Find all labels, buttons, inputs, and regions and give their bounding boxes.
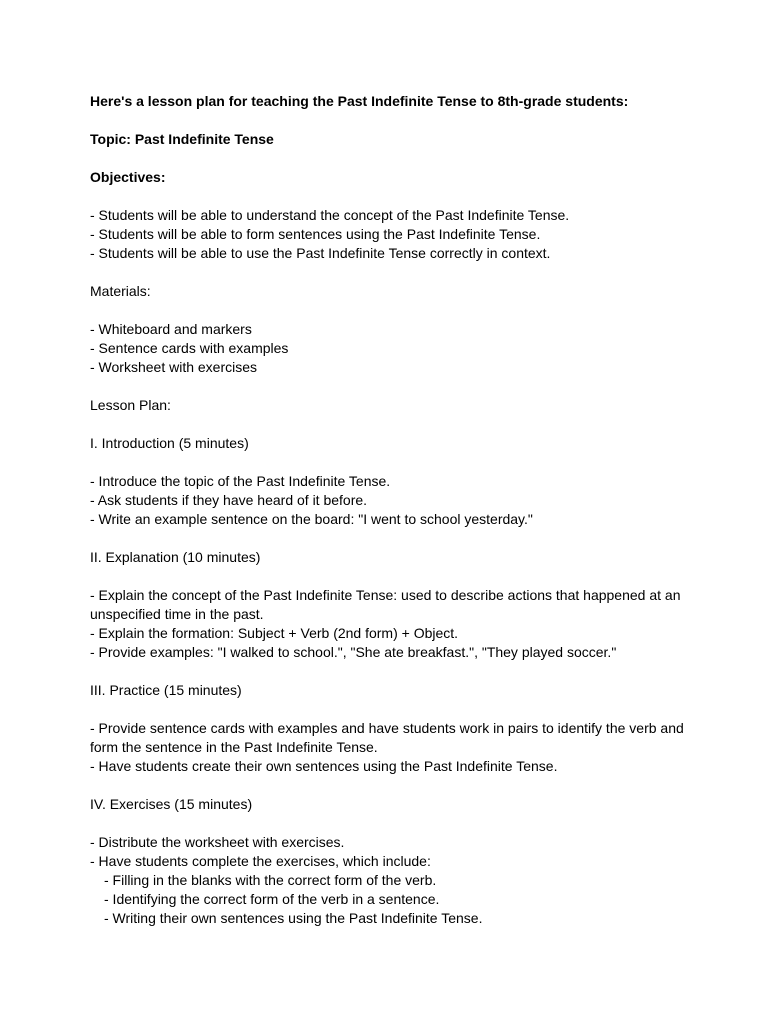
- section-item: - Introduce the topic of the Past Indefinite Tense.: [90, 473, 391, 489]
- objectives-heading: Objectives:: [90, 169, 166, 185]
- section-subitem: - Identifying the correct form of the verb in a sentence.: [104, 891, 440, 907]
- spacer: [90, 149, 690, 168]
- section-subitem: - Writing their own sentences using the Past Indefinite Tense.: [104, 910, 483, 926]
- section-heading-exercises: IV. Exercises (15 minutes): [90, 796, 253, 812]
- document-page: [90, 92, 690, 928]
- section-item: - Ask students if they have heard of it before.: [90, 492, 368, 508]
- lesson-plan-heading: Lesson Plan:: [90, 397, 171, 413]
- spacer: [90, 415, 690, 434]
- spacer: [90, 263, 690, 282]
- objective-item: - Students will be able to use the Past Indefinite Tense correctly in context.: [90, 245, 551, 261]
- spacer: [90, 377, 690, 396]
- section-item: - Have students create their own sentences using the Past Indefinite Tense.: [90, 758, 558, 774]
- section-heading-introduction: I. Introduction (5 minutes): [90, 435, 249, 451]
- section-item: - Have students complete the exercises, which include:: [90, 853, 431, 869]
- material-item: - Whiteboard and markers: [90, 321, 252, 337]
- section-item: - Distribute the worksheet with exercises.: [90, 834, 345, 850]
- section-item: - Explain the formation: Subject + Verb (2nd form) + Object.: [90, 625, 459, 641]
- material-item: - Worksheet with exercises: [90, 359, 258, 375]
- spacer: [90, 453, 690, 472]
- section-heading-explanation: II. Explanation (10 minutes): [90, 549, 261, 565]
- section-item: - Explain the concept of the Past Indefinite Tense: used to describe actions that happened at an unspecified time in the past.: [90, 587, 681, 622]
- spacer: [90, 700, 690, 719]
- objective-item: - Students will be able to form sentences using the Past Indefinite Tense.: [90, 226, 541, 242]
- objective-item: - Students will be able to understand the concept of the Past Indefinite Tense.: [90, 207, 570, 223]
- materials-heading: Materials:: [90, 283, 151, 299]
- section-item: - Write an example sentence on the board: "I went to school yesterday.": [90, 511, 533, 527]
- spacer: [90, 567, 690, 586]
- spacer: [90, 776, 690, 795]
- section-subitem: - Filling in the blanks with the correct form of the verb.: [104, 872, 437, 888]
- spacer: [90, 111, 690, 130]
- section-item: - Provide sentence cards with examples and have students work in pairs to identify the verb and form the sentence in the Past Indefinite Tense.: [90, 720, 684, 755]
- spacer: [90, 301, 690, 320]
- spacer: [90, 814, 690, 833]
- spacer: [90, 187, 690, 206]
- spacer: [90, 529, 690, 548]
- intro-line: Here's a lesson plan for teaching the Past Indefinite Tense to 8th-grade students:: [90, 93, 629, 109]
- topic-line: Topic: Past Indefinite Tense: [90, 131, 274, 147]
- section-item: - Provide examples: "I walked to school.", "She ate breakfast.", "They played soccer.": [90, 644, 617, 660]
- material-item: - Sentence cards with examples: [90, 340, 289, 356]
- section-heading-practice: III. Practice (15 minutes): [90, 682, 242, 698]
- spacer: [90, 662, 690, 681]
